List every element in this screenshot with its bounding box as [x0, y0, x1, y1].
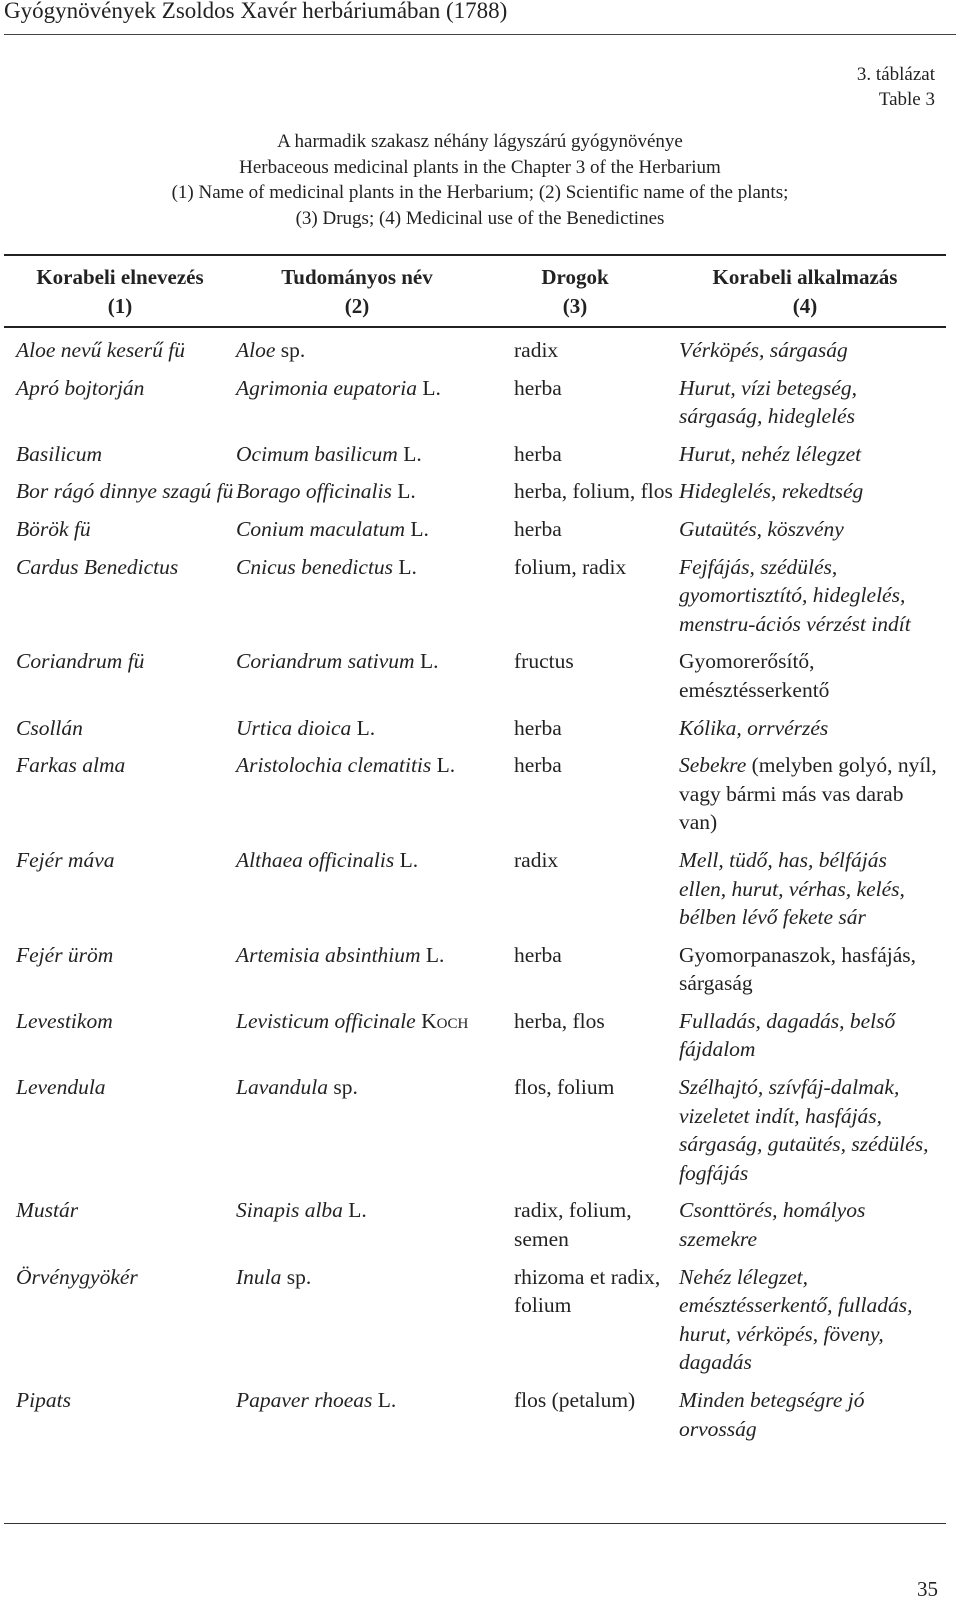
cell-historic-name: Örvénygyökér: [16, 1264, 138, 1289]
author-abbrev: L.: [399, 847, 419, 872]
use-text: Gutaütés, köszvény: [679, 516, 844, 541]
cell-historic-name: Fejér üröm: [16, 942, 114, 967]
cell-historic-name: Bor rágó dinnye szagú fü: [16, 479, 234, 504]
cell-scientific-name: [236, 714, 514, 752]
scientific-name: Coriandrum sativum: [236, 649, 415, 674]
table-label-en: Table 3: [878, 89, 935, 110]
use-text: Hurut, vízi betegség, sárgaság, hideglelés: [679, 375, 857, 429]
cell-scientific-name: [236, 1196, 514, 1262]
table-top-rule: [4, 254, 946, 256]
author-abbrev: sp.: [280, 338, 306, 362]
use-text: (melyben golyó, nyíl, vagy bármi más vas darab van): [679, 753, 937, 835]
column-header-name: Korabeli elnevezés (1): [36, 265, 204, 318]
use-text: Hideglelés, rekedtség: [679, 479, 864, 504]
cell-medicinal-use: [679, 336, 939, 374]
table-row: [16, 553, 939, 648]
cell-scientific-name: [236, 1007, 514, 1073]
table-row: [16, 941, 939, 1007]
use-text: Szélhajtó, szívfáj-dalmak, vizeletet indít, hasfájás, sárgaság, gutaütés, szédülés, fogfájás: [679, 1075, 929, 1185]
cell-drug: fructus: [514, 649, 574, 674]
author-abbrev: L.: [377, 1388, 397, 1412]
cell-historic-name: Cardus Benedictus: [16, 554, 179, 579]
cell-medicinal-use: [679, 515, 939, 553]
use-text: Vérköpés, sárgaság: [679, 338, 848, 362]
use-text: Sebekre: [679, 753, 747, 778]
table-row: [16, 1263, 939, 1386]
cell-medicinal-use: [679, 1263, 939, 1386]
scientific-name: Cnicus benedictus: [236, 554, 394, 579]
table-row: [16, 1073, 939, 1196]
scientific-name: Sinapis alba: [236, 1198, 343, 1223]
author-abbrev: sp.: [286, 1264, 312, 1289]
scientific-name: Agrimonia eupatoria: [236, 375, 417, 400]
table-row: [16, 846, 939, 941]
column-header-use: Korabeli alkalmazás (4): [712, 265, 898, 318]
cell-drug: herba: [514, 375, 562, 400]
table-row: [16, 1386, 939, 1452]
table-row: [16, 1196, 939, 1262]
table-row: [16, 374, 939, 440]
author-abbrev: Koch: [421, 1008, 469, 1033]
cell-drug: radix: [514, 338, 559, 362]
page-number: 35: [917, 1577, 938, 1601]
cell-medicinal-use: [679, 1073, 939, 1196]
cell-medicinal-use: [679, 1196, 939, 1262]
caption-line: (1) Name of medicinal plants in the Herbarium; (2) Scientific name of the plants;: [171, 182, 789, 203]
cell-drug: herba, folium, flos: [514, 479, 673, 504]
cell-scientific-name: [236, 553, 514, 648]
cell-drug: flos, folium: [514, 1075, 615, 1100]
column-header-drugs: Drogok (3): [541, 265, 609, 318]
cell-historic-name: Farkas alma: [16, 753, 126, 778]
cell-scientific-name: [236, 647, 514, 713]
use-text: Fejfájás, szédülés, gyomortisztító, hideglelés, menstru-ációs vérzést indít: [679, 554, 911, 636]
table-caption: [0, 129, 960, 231]
cell-scientific-name: [236, 1386, 514, 1452]
author-abbrev: L.: [419, 649, 439, 674]
cell-drug: folium, radix: [514, 554, 627, 579]
cell-medicinal-use: [679, 846, 939, 941]
scientific-name: Althaea officinalis: [236, 847, 395, 872]
use-text: Kólika, orrvérzés: [679, 715, 829, 740]
cell-medicinal-use: [679, 1007, 939, 1073]
cell-drug: herba: [514, 516, 562, 541]
cell-scientific-name: [236, 1263, 514, 1386]
cell-drug: herba: [514, 753, 562, 778]
scientific-name: Inula: [236, 1264, 282, 1289]
cell-medicinal-use: [679, 374, 939, 440]
use-text: Nehéz lélegzet, emésztésserkentő, fulladás, hurut, vérköpés, föveny, dagadás: [679, 1264, 913, 1375]
use-text: Gyomorerősítő, emésztésserkentő: [679, 649, 830, 702]
cell-historic-name: Fejér máva: [16, 847, 115, 872]
author-abbrev: L.: [422, 375, 441, 400]
cell-drug: radix: [514, 847, 559, 872]
author-abbrev: L.: [436, 753, 456, 778]
herbarium-table: [16, 336, 939, 1452]
cell-scientific-name: [236, 846, 514, 941]
cell-drug: herba, flos: [514, 1008, 605, 1033]
cell-drug: radix, folium, semen: [514, 1198, 632, 1252]
table-body: [16, 336, 939, 1452]
scientific-name: Borago officinalis: [236, 479, 392, 504]
use-text: Hurut, nehéz lélegzet: [679, 441, 862, 466]
table-label-hu: 3. táblázat: [856, 64, 935, 85]
cell-historic-name: Levendula: [16, 1075, 106, 1100]
cell-scientific-name: [236, 515, 514, 553]
cell-historic-name: Basilicum: [16, 441, 102, 466]
cell-historic-name: Mustár: [16, 1198, 79, 1223]
cell-scientific-name: [236, 440, 514, 478]
table-row: [16, 477, 939, 515]
scientific-name: Conium maculatum: [236, 516, 406, 541]
scientific-name: Lavandula: [236, 1075, 328, 1100]
author-abbrev: L.: [348, 1198, 367, 1223]
cell-historic-name: Börök fü: [16, 516, 91, 541]
scientific-name: Papaver rhoeas: [236, 1388, 373, 1412]
cell-drug: rhizoma et radix, folium: [514, 1264, 661, 1318]
cell-historic-name: Pipats: [16, 1388, 71, 1412]
table-bottom-rule: [4, 1523, 946, 1524]
cell-medicinal-use: [679, 477, 939, 515]
scientific-name: Levisticum officinale: [236, 1008, 416, 1033]
table-row: [16, 515, 939, 553]
cell-historic-name: Aloe nevű keserű fü: [16, 338, 185, 362]
cell-historic-name: Levestikom: [16, 1008, 113, 1033]
table-label: [857, 62, 935, 112]
author-abbrev: L.: [398, 554, 417, 579]
use-text: Csonttörés, homályos szemekre: [679, 1198, 866, 1252]
cell-drug: herba: [514, 942, 562, 967]
cell-scientific-name: [236, 336, 514, 374]
caption-line: (3) Drugs; (4) Medicinal use of the Benedictines: [295, 207, 665, 229]
caption-line: A harmadik szakasz néhány lágyszárú gyógynövénye: [277, 131, 683, 152]
scientific-name: Artemisia absinthium: [236, 942, 421, 967]
column-header-scientific: Tudományos név (2): [281, 265, 433, 318]
table-row: [16, 440, 939, 478]
cell-scientific-name: [236, 374, 514, 440]
cell-medicinal-use: [679, 751, 939, 846]
table-row: [16, 1007, 939, 1073]
cell-scientific-name: [236, 751, 514, 846]
table-row: [16, 714, 939, 752]
cell-historic-name: Csollán: [16, 715, 83, 740]
cell-medicinal-use: [679, 440, 939, 478]
cell-historic-name: Apró bojtorján: [16, 375, 145, 400]
scientific-name: Aloe: [236, 338, 276, 362]
author-abbrev: L.: [403, 441, 422, 466]
use-text: Minden betegségre jó orvosság: [679, 1388, 865, 1441]
running-head-rule: [4, 34, 956, 35]
cell-drug: flos (petalum): [514, 1388, 636, 1412]
running-head: Gyógynövények Zsoldos Xavér herbáriumában (1788): [4, 0, 508, 23]
cell-medicinal-use: [679, 1386, 939, 1452]
author-abbrev: sp.: [333, 1075, 358, 1100]
scientific-name: Urtica dioica: [236, 715, 352, 740]
use-text: Gyomorpanaszok, hasfájás, sárgaság: [679, 942, 917, 996]
cell-medicinal-use: [679, 553, 939, 648]
author-abbrev: L.: [410, 516, 429, 541]
table-header-rule: [4, 326, 946, 328]
author-abbrev: L.: [397, 479, 416, 504]
caption-line: Herbaceous medicinal plants in the Chapter 3 of the Herbarium: [239, 156, 721, 178]
scientific-name: Ocimum basilicum: [236, 441, 398, 466]
scientific-name: Aristolochia clematitis: [236, 753, 432, 778]
cell-scientific-name: [236, 941, 514, 1007]
author-abbrev: L.: [356, 715, 376, 740]
cell-drug: herba: [514, 715, 562, 740]
cell-medicinal-use: [679, 647, 939, 713]
table-row: [16, 647, 939, 713]
table-header: [0, 263, 960, 325]
use-text: Fulladás, dagadás, belső fájdalom: [679, 1008, 896, 1062]
cell-scientific-name: [236, 477, 514, 515]
cell-scientific-name: [236, 1073, 514, 1196]
cell-drug: herba: [514, 441, 562, 466]
author-abbrev: L.: [425, 942, 445, 967]
table-row: [16, 751, 939, 846]
cell-historic-name: Coriandrum fü: [16, 649, 145, 674]
use-text: Mell, tüdő, has, bélfájás ellen, hurut, vérhas, kelés, bélben lévő fekete sár: [679, 847, 905, 930]
cell-medicinal-use: [679, 941, 939, 1007]
table-row: [16, 336, 939, 374]
cell-medicinal-use: [679, 714, 939, 752]
